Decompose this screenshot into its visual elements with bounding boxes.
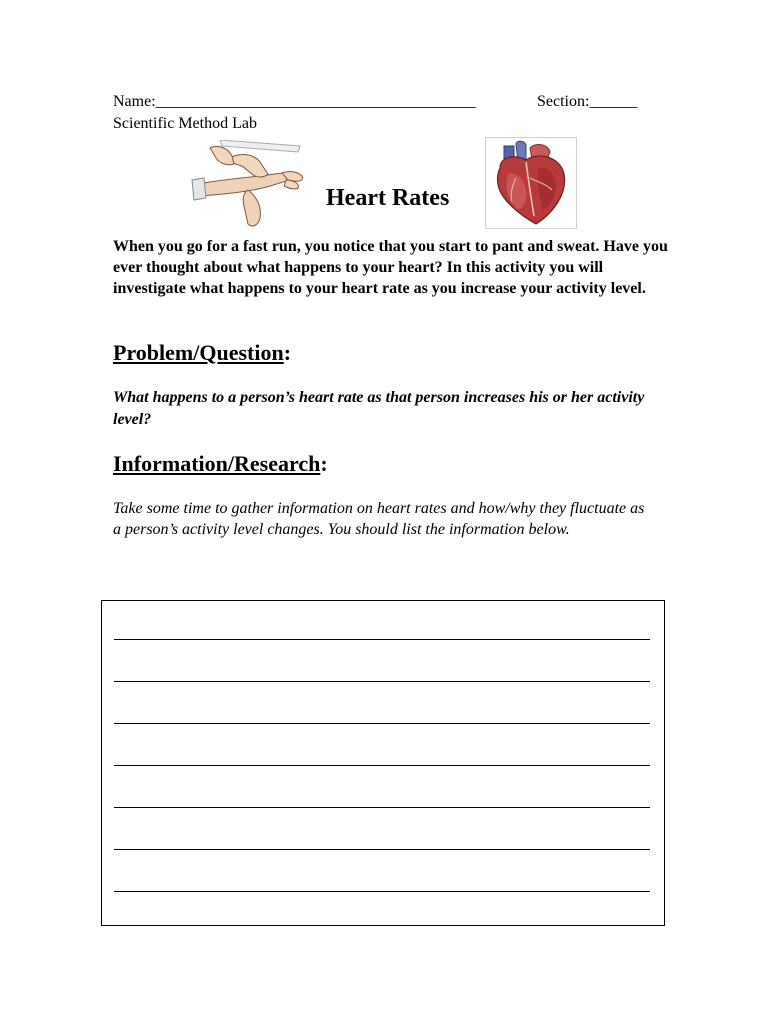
problem-question: What happens to a person’s heart rate as that person increases his or her activity level? — [113, 389, 645, 428]
pulse-check-hands-image — [190, 140, 315, 233]
research-answer-box[interactable] — [101, 600, 665, 926]
heart-image — [485, 137, 577, 229]
answer-line[interactable] — [114, 891, 650, 892]
answer-line[interactable] — [114, 681, 650, 682]
answer-line[interactable] — [114, 849, 650, 850]
research-heading — [113, 451, 328, 477]
intro-paragraph: When you go for a fast run, you notice that you start to pant and sweat. Have you ever thought about what happens to your heart? In this activity you will investigate what happens to your heart rate as you increase your activity level. — [113, 238, 668, 297]
worksheet-subtitle: Scientific Method Lab — [113, 115, 257, 132]
answer-line[interactable] — [114, 639, 650, 640]
section-field-label: Section:______ — [537, 93, 638, 110]
answer-line[interactable] — [114, 807, 650, 808]
research-instructions: Take some time to gather information on heart rates and how/why they fluctuate as a person’s activity level changes. You should list the information below. — [113, 500, 645, 538]
name-field-label: Name:________________________________________ — [113, 93, 476, 110]
problem-heading-colon: : — [283, 340, 292, 365]
answer-line[interactable] — [114, 765, 650, 766]
research-heading-text: Information/Research — [113, 451, 321, 476]
problem-heading — [113, 340, 291, 366]
page-title: Heart Rates — [326, 185, 450, 211]
answer-line[interactable] — [114, 723, 650, 724]
research-heading-colon: : — [320, 451, 328, 476]
problem-heading-text: Problem/Question — [113, 340, 284, 365]
